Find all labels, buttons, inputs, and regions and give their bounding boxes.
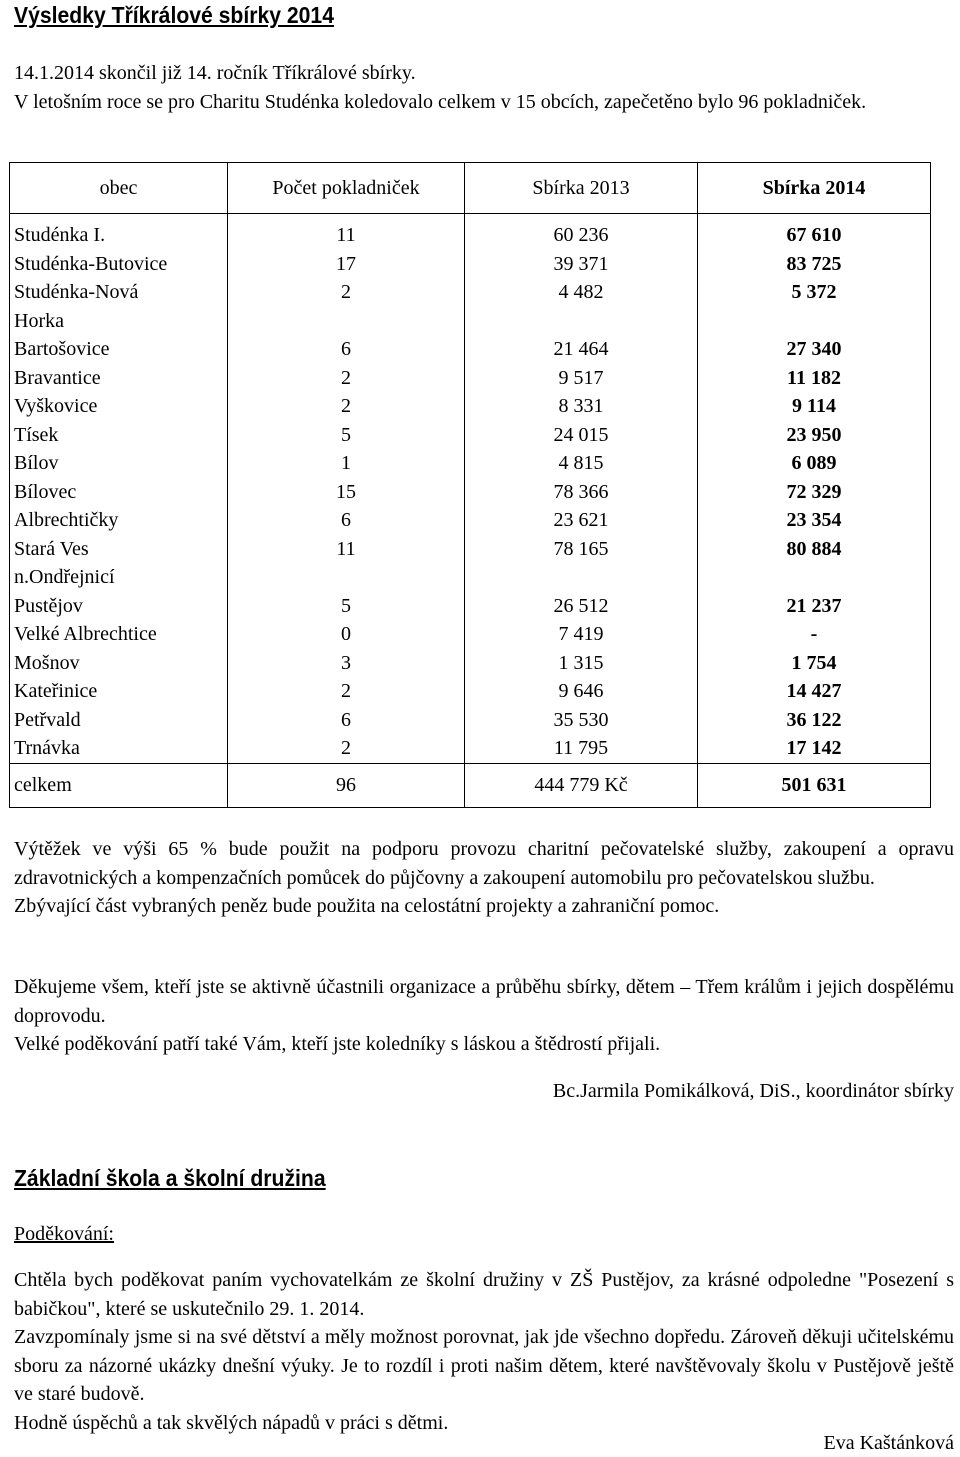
- total-label: celkem: [10, 763, 228, 807]
- collection-2013: 4 815: [558, 452, 604, 474]
- municipality-name: Pustějov: [14, 594, 83, 617]
- box-count: 2: [341, 737, 351, 759]
- collection-2014: 14 427: [786, 680, 842, 702]
- box-count: 6: [341, 708, 351, 731]
- collection-2013: 24 015: [553, 423, 609, 446]
- collection-2014: 6 089: [791, 452, 837, 474]
- author-signature: Eva Kaštánková: [823, 1432, 954, 1454]
- thanks-line: Děkujeme všem, kteří jste se aktivně účastnili organizace a průběhu sbírky, dětem – Třem králům i jejich dospělému doprovodu.: [14, 976, 954, 1027]
- letter-line: Chtěla bych poděkovat paním vychovatelkám ze školní družiny v ZŠ Pustějov, za krásné odpoledne "Posezení s babičkou", které se uskutečnilo 29. 1. 2014.: [14, 1269, 954, 1320]
- box-count: 2: [341, 281, 351, 303]
- proceeds-paragraph: [14, 835, 954, 921]
- collection-2014: 23 354: [786, 509, 842, 531]
- collection-2013: 39 371: [553, 252, 609, 275]
- box-count: 5: [341, 594, 351, 617]
- collection-2013: 35 530: [553, 708, 609, 731]
- intro-paragraph: [14, 59, 954, 116]
- collection-2014: 67 610: [786, 224, 842, 246]
- municipality-name: Studénka-Butovice: [14, 252, 168, 275]
- total-2013: 444 779 Kč: [465, 763, 698, 807]
- coordinator-signature: Bc.Jarmila Pomikálková, DiS., koordinátor sbírky: [552, 1080, 954, 1102]
- collection-2013: 9 646: [558, 680, 604, 702]
- box-count: 2: [341, 680, 351, 702]
- collection-2014: -: [810, 623, 818, 645]
- collection-2013: 4 482: [558, 281, 604, 303]
- header-box-count: Počet pokladniček: [228, 163, 465, 214]
- municipality-name: Petřvald: [14, 708, 81, 731]
- municipality-name: Bartošovice: [14, 338, 110, 360]
- collection-2013: 1 315: [558, 651, 604, 674]
- collection-results-table: [9, 162, 931, 808]
- municipality-name: Trnávka: [14, 737, 80, 759]
- municipality-name: Bravantice: [14, 366, 101, 389]
- collection-2013: 26 512: [553, 594, 609, 617]
- collection-2013: 21 464: [553, 338, 609, 360]
- box-count: 2: [341, 395, 351, 417]
- box-count: 2: [341, 366, 351, 389]
- proceeds-line: Výtěžek ve výši 65 % bude použit na podporu provozu charitní pečovatelské služby, zakoupení a opravu zdravotnických a kompenzačních pomůcek do půjčovny a zakoupení automobilu pro pečovatelskou službu.: [14, 838, 954, 889]
- municipality-column: [10, 214, 228, 764]
- municipality-name: Mošnov: [14, 651, 80, 674]
- box-count: 11: [336, 537, 356, 560]
- proceeds-line: Zbývající část vybraných peněz bude použita na celostátní projekty a zahraniční pomoc.: [14, 895, 720, 917]
- collection-2013: 60 236: [553, 224, 609, 246]
- intro-line: V letošním roce se pro Charitu Studénka koledovalo celkem v 15 obcích, zapečetěno bylo 96 pokladniček.: [14, 90, 867, 113]
- table-header-row: [10, 163, 931, 214]
- municipality-name: Albrechtičky: [14, 509, 119, 531]
- thanks-line: Velké poděkování patří také Vám, kteří jste koledníky s láskou a štědrostí přijali.: [14, 1033, 661, 1055]
- collection-2013: 8 331: [558, 395, 604, 417]
- box-count: 17: [336, 252, 356, 275]
- collection-2013: 23 621: [553, 509, 609, 531]
- total-2014: 501 631: [698, 763, 931, 807]
- collection-2014: 23 950: [786, 423, 842, 446]
- header-municipality: obec: [10, 163, 228, 214]
- table-total-row: [10, 763, 931, 807]
- box-count: 6: [341, 338, 351, 360]
- collection-2014-column: [698, 214, 931, 764]
- subheading: Poděkování:: [14, 1223, 114, 1245]
- box-count: 6: [341, 509, 351, 531]
- collection-2014: 17 142: [786, 737, 842, 759]
- collection-2014: 80 884: [786, 537, 842, 560]
- collection-2013-column: [465, 214, 698, 764]
- collection-2014: 11 182: [787, 366, 841, 389]
- municipality-name: Bílovec: [14, 480, 77, 503]
- thanks-paragraph: [14, 973, 954, 1059]
- municipality-name: Studénka-Nová Horka: [14, 281, 139, 332]
- collection-2013: 7 419: [558, 623, 604, 645]
- letter-paragraph: [14, 1266, 954, 1437]
- collection-2013: 11 795: [553, 737, 609, 759]
- collection-2014: 83 725: [786, 252, 842, 275]
- box-count: 11: [336, 224, 356, 246]
- municipality-name: Tísek: [14, 423, 59, 446]
- municipality-name: Stará Ves n.Ondřejnicí: [14, 537, 115, 588]
- box-count: 15: [336, 480, 356, 503]
- box-count: 5: [341, 423, 351, 446]
- collection-2013: 78 366: [553, 480, 609, 503]
- collection-2013: 78 165: [553, 537, 609, 560]
- municipality-name: Studénka I.: [14, 224, 106, 246]
- total-box-count: 96: [228, 763, 465, 807]
- header-collection-2014: Sbírka 2014: [698, 163, 931, 214]
- intro-line: 14.1.2014 skončil již 14. ročník Tříkrálové sbírky.: [14, 62, 416, 84]
- collection-2013: 9 517: [558, 366, 604, 389]
- collection-2014: 27 340: [786, 338, 842, 360]
- collection-2014: 72 329: [786, 480, 842, 503]
- collection-2014: 5 372: [791, 281, 837, 303]
- municipality-name: Vyškovice: [14, 395, 98, 417]
- letter-line: Hodně úspěchů a tak skvělých nápadů v práci s dětmi.: [14, 1411, 449, 1434]
- header-collection-2013: Sbírka 2013: [465, 163, 698, 214]
- box-count-column: [228, 214, 465, 764]
- municipality-name: Velké Albrechtice: [14, 623, 157, 645]
- collection-2014: 21 237: [786, 594, 842, 617]
- collection-2014: 1 754: [791, 651, 837, 674]
- municipality-name: Bílov: [14, 452, 59, 474]
- box-count: 1: [341, 452, 351, 474]
- box-count: 3: [341, 651, 351, 674]
- section-title: Základní škola a školní družina: [14, 1165, 326, 1191]
- page-title: Výsledky Tříkrálové sbírky 2014: [14, 2, 334, 28]
- letter-line: Zavzpomínaly jsme si na své dětství a měly možnost porovnat, jak jde všechno dopředu. Zároveň děkuji učitelskému sboru za názorné ukázky dnešní výuky. Je to rozdíl i proti našim dětem, které navštěvovaly školu v Pustějově ještě ve staré budově.: [14, 1326, 954, 1405]
- municipality-name: Kateřinice: [14, 680, 98, 702]
- collection-2014: 36 122: [786, 708, 842, 731]
- collection-2014: 9 114: [792, 395, 836, 417]
- box-count: 0: [341, 623, 351, 645]
